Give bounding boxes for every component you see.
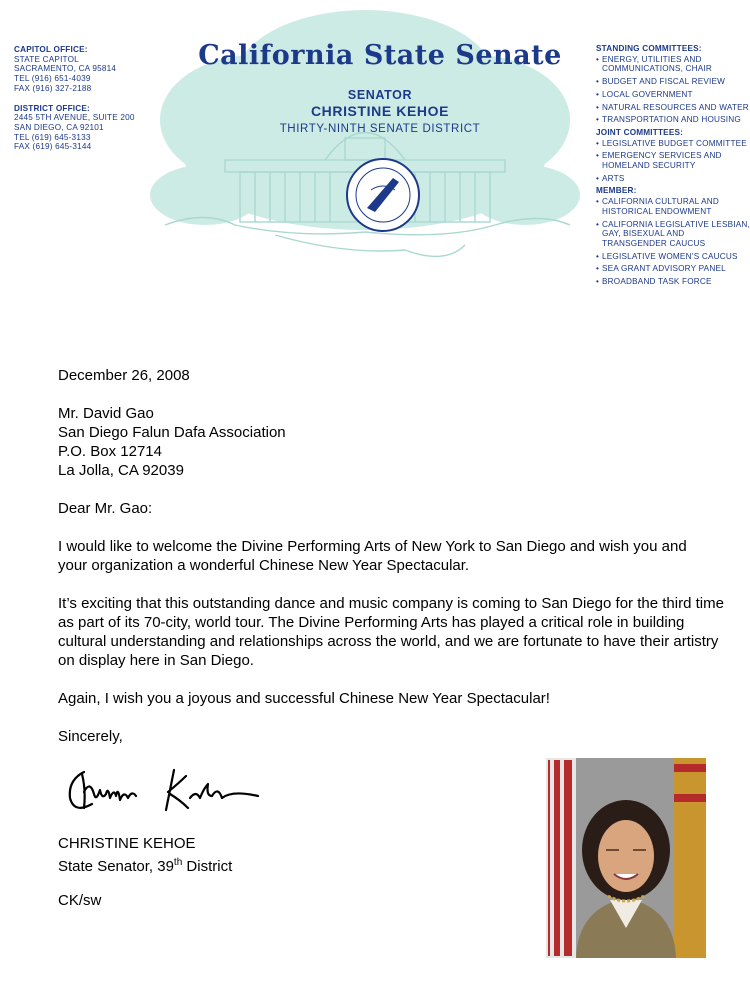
signer-title: State Senator, 39th District xyxy=(58,857,233,875)
district-office-line: 2445 5TH AVENUE, SUITE 200 xyxy=(14,113,135,123)
handwritten-signature xyxy=(62,760,262,820)
recipient-line: La Jolla, CA 92039 xyxy=(58,462,184,479)
district-office-heading: DISTRICT OFFICE: xyxy=(14,103,90,113)
capitol-office-heading: CAPITOL OFFICE: xyxy=(14,45,88,54)
capitol-office-line: FAX (916) 327-2188 xyxy=(14,83,92,93)
committee-item: • LOCAL GOVERNMENT xyxy=(596,90,750,100)
district-office-line: TEL (619) 645-3133 xyxy=(14,132,91,142)
committee-item: • LEGISLATIVE BUDGET COMMITTEE xyxy=(596,139,750,149)
committee-item: • SEA GRANT ADVISORY PANEL xyxy=(596,264,750,274)
committee-item: • BROADBAND TASK FORCE xyxy=(596,277,750,287)
letterhead-title: California State Senate xyxy=(198,40,562,71)
recipient-address xyxy=(58,404,286,480)
standing-committees-heading: STANDING COMMITTEES: xyxy=(596,44,702,53)
committee-item: • LEGISLATIVE WOMEN’S CAUCUS xyxy=(596,252,750,262)
closing: Sincerely, xyxy=(58,728,123,745)
joint-committees-heading: JOINT COMMITTEES: xyxy=(596,127,684,137)
committee-item: • EMERGENCY SERVICES AND HOMELAND SECURITY xyxy=(596,151,750,170)
capitol-office-line: SACRAMENTO, CA 95814 xyxy=(14,64,117,74)
senator-portrait-photo xyxy=(546,758,706,958)
recipient-line: San Diego Falun Dafa Association xyxy=(58,424,286,441)
signer-name: CHRISTINE KEHOE xyxy=(58,835,196,852)
typist-initials: CK/sw xyxy=(58,892,102,909)
committee-item: • NATURAL RESOURCES AND WATER xyxy=(596,103,750,113)
member-heading: MEMBER: xyxy=(596,186,637,196)
body-paragraph: Again, I wish you a joyous and successful Chinese New Year Spectacular! xyxy=(58,690,550,707)
salutation: Dear Mr. Gao: xyxy=(58,500,153,517)
committee-item: • BUDGET AND FISCAL REVIEW xyxy=(596,77,750,87)
recipient-line: P.O. Box 12714 xyxy=(58,443,162,460)
body-paragraph: It’s exciting that this outstanding dance and music company is coming to San Diego for the third time as part of its 70-city, world tour. The Divine Performing Arts has played a critical role in building cultural understanding and relationships across the world, and we are fortunate to have their artistry on display here in San Diego. xyxy=(58,595,724,669)
body-paragraph: I would like to welcome the Divine Performing Arts of New York to San Diego and wish you and your organization a wonderful Chinese New Year Spectacular. xyxy=(58,538,687,574)
committee-item: • CALIFORNIA LEGISLATIVE LESBIAN, GAY, BISEXUAL AND TRANSGENDER CAUCUS xyxy=(596,220,750,249)
district-office-line: SAN DIEGO, CA 92101 xyxy=(14,122,104,132)
capitol-office-line: TEL (916) 651-4039 xyxy=(14,74,91,84)
senator-name: CHRISTINE KEHOE xyxy=(310,103,450,119)
recipient-line: Mr. David Gao xyxy=(58,405,154,422)
senator-label: SENATOR xyxy=(347,88,413,102)
letter-date: December 26, 2008 xyxy=(58,367,190,384)
district-label: THIRTY-NINTH SENATE DISTRICT xyxy=(279,123,481,135)
capitol-office-line: STATE CAPITOL xyxy=(14,54,79,64)
committee-item: • CALIFORNIA CULTURAL AND HISTORICAL ENDOWMENT xyxy=(596,197,750,216)
committees-block xyxy=(596,44,750,290)
committee-item: • TRANSPORTATION AND HOUSING xyxy=(596,115,750,125)
committee-item: • ARTS xyxy=(596,174,750,184)
district-office-line: FAX (619) 645-3144 xyxy=(14,142,92,152)
senate-seal xyxy=(347,159,419,231)
committee-item: • ENERGY, UTILITIES AND COMMUNICATIONS, CHAIR xyxy=(596,55,750,74)
